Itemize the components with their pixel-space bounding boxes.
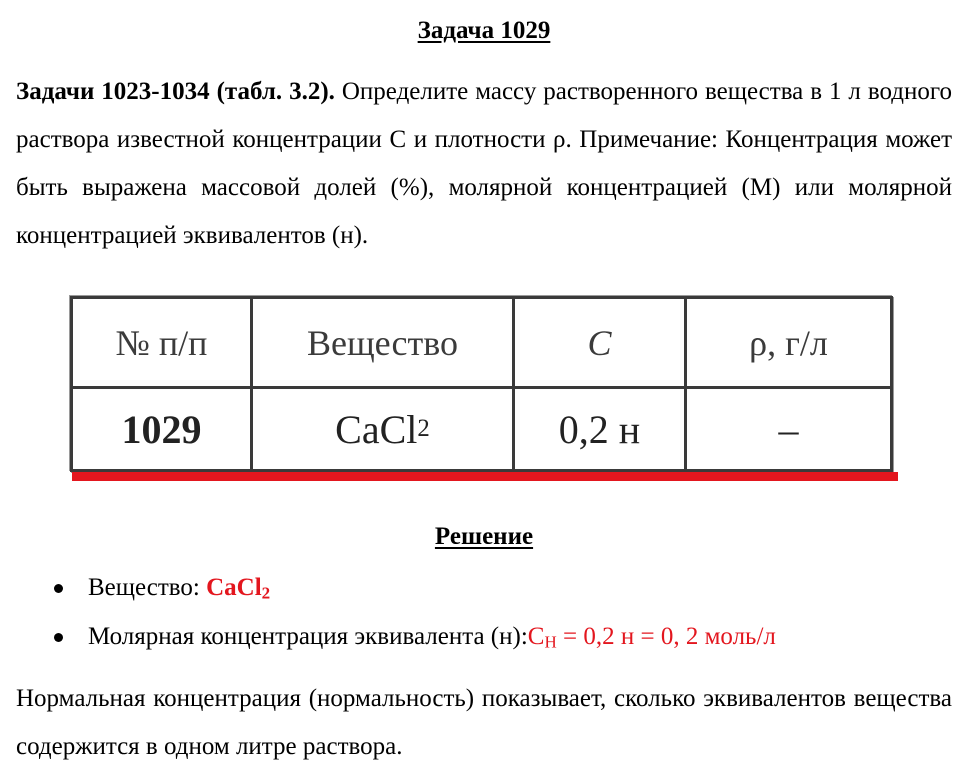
header-number: № п/п — [73, 299, 253, 386]
header-concentration: C — [515, 299, 687, 386]
cell-concentration: 0,2 н — [515, 389, 687, 469]
substance-formula-base: CaCl — [206, 574, 262, 601]
task-statement — [16, 68, 952, 260]
cell-substance-subscript: 2 — [417, 415, 430, 442]
data-table — [70, 296, 896, 485]
solution-list — [0, 568, 968, 666]
explanation-paragraph: Нормальная концентрация (нормальность) показывает, сколько эквивалентов вещества содержится в одном литре раствора. — [16, 685, 952, 760]
task-statement-text: Определите массу растворенного вещества в 1 л водного раствора известной концентрации С и плотности ρ. Примечание: Концентрация может быть выражена массовой долей (%), молярной концентрацией (М) или молярной концентрацией эквивалентов (н). — [16, 78, 952, 249]
bullet-icon — [54, 584, 63, 593]
task-title: Задача 1029 — [417, 17, 551, 44]
cell-substance-base: CaCl — [335, 406, 418, 452]
cell-density: – — [778, 406, 799, 452]
task-statement-bold-prefix: Задачи 1023-1034 (табл. 3.2). — [16, 78, 335, 105]
concentration-value: = 0,2 н = 0, 2 моль/л — [556, 623, 776, 650]
substance-formula-subscript: 2 — [261, 583, 271, 603]
header-density: ρ, г/л — [749, 322, 828, 363]
cell-substance — [253, 389, 515, 469]
list-item — [0, 568, 968, 617]
cell-number: 1029 — [73, 389, 253, 469]
table-header-row — [73, 299, 890, 389]
data-table-frame — [70, 296, 893, 472]
table-red-underline — [72, 472, 898, 481]
list-item — [0, 617, 968, 666]
substance-label: Вещество: — [88, 574, 207, 601]
concentration-formula — [528, 623, 776, 650]
substance-formula — [206, 574, 270, 601]
table-row — [73, 389, 890, 469]
solution-heading: Решение — [434, 523, 534, 550]
concentration-label: Молярная концентрация эквивалента (н): — [88, 623, 528, 650]
header-substance: Вещество — [253, 299, 515, 386]
concentration-subscript: Н — [544, 632, 557, 652]
concentration-symbol: C — [527, 623, 545, 650]
bullet-icon — [54, 633, 63, 642]
